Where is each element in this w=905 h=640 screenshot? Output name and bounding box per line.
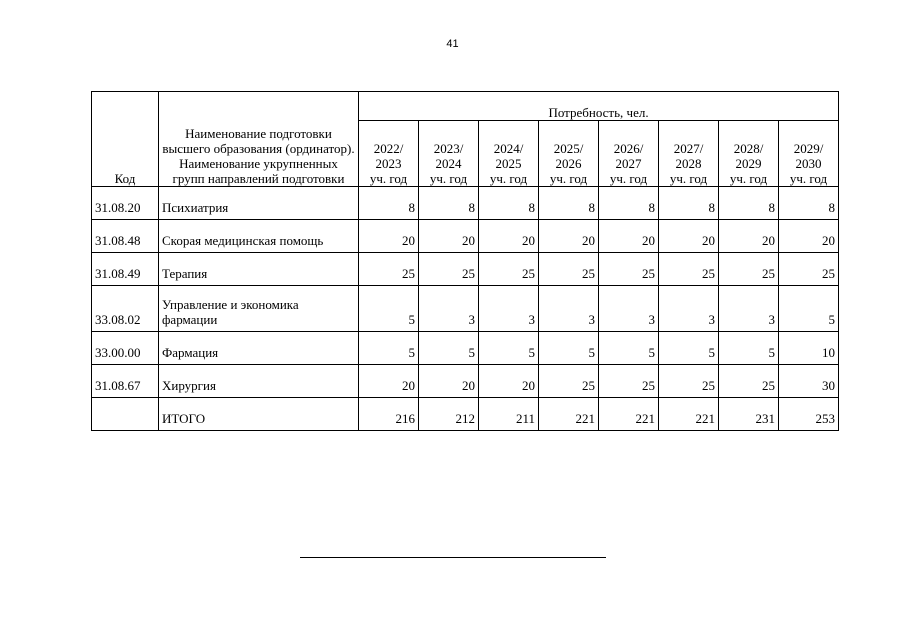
cell-value: 25 xyxy=(779,253,839,286)
cell-value: 8 xyxy=(599,187,659,220)
cell-value: 3 xyxy=(479,286,539,332)
cell-value: 231 xyxy=(719,398,779,431)
header-code: Код xyxy=(92,92,159,187)
header-name: Наименование подготовки высшего образования (ординатор). Наименование укрупненных групп направлений подготовки xyxy=(159,92,359,187)
cell-value: 25 xyxy=(719,365,779,398)
cell-value: 5 xyxy=(419,332,479,365)
cell-value: 5 xyxy=(539,332,599,365)
header-year xyxy=(719,121,779,187)
cell-value: 20 xyxy=(539,220,599,253)
header-row-top xyxy=(92,92,839,121)
header-year-line1: 2024/ xyxy=(493,141,524,156)
cell-value: 3 xyxy=(599,286,659,332)
cell-value: 5 xyxy=(779,286,839,332)
header-year xyxy=(599,121,659,187)
cell-name: Скорая медицинская помощь xyxy=(159,220,359,253)
table-row xyxy=(92,286,839,332)
cell-value: 20 xyxy=(359,220,419,253)
header-year-line3: уч. год xyxy=(609,171,648,186)
header-year-line1: 2028/ xyxy=(733,141,764,156)
cell-value: 3 xyxy=(659,286,719,332)
table-row xyxy=(92,253,839,286)
cell-value: 20 xyxy=(359,365,419,398)
cell-name: Терапия xyxy=(159,253,359,286)
cell-value: 5 xyxy=(719,332,779,365)
cell-name: Фармация xyxy=(159,332,359,365)
cell-value: 3 xyxy=(539,286,599,332)
header-year-line2: 2025 xyxy=(495,156,522,171)
cell-value: 5 xyxy=(659,332,719,365)
header-year-line1: 2025/ xyxy=(553,141,584,156)
header-year-line2: 2028 xyxy=(675,156,702,171)
table-body xyxy=(92,187,839,431)
header-year-line1: 2029/ xyxy=(793,141,824,156)
cell-value: 10 xyxy=(779,332,839,365)
cell-value: 8 xyxy=(659,187,719,220)
header-year-line2: 2024 xyxy=(435,156,462,171)
header-year-line3: уч. год xyxy=(729,171,768,186)
cell-code: 33.00.00 xyxy=(92,332,159,365)
cell-name: Психиатрия xyxy=(159,187,359,220)
cell-code: 31.08.20 xyxy=(92,187,159,220)
header-year xyxy=(659,121,719,187)
header-year-line1: 2026/ xyxy=(613,141,644,156)
header-year-line2: 2026 xyxy=(555,156,582,171)
header-year-line3: уч. год xyxy=(489,171,528,186)
cell-value: 253 xyxy=(779,398,839,431)
table-row xyxy=(92,220,839,253)
cell-value: 25 xyxy=(599,253,659,286)
cell-value: 8 xyxy=(479,187,539,220)
header-year-line3: уч. год xyxy=(669,171,708,186)
cell-value: 221 xyxy=(659,398,719,431)
cell-value: 3 xyxy=(719,286,779,332)
cell-value: 216 xyxy=(359,398,419,431)
cell-name: ИТОГО xyxy=(159,398,359,431)
cell-value: 8 xyxy=(779,187,839,220)
page-number: 41 xyxy=(446,38,459,50)
table-row xyxy=(92,332,839,365)
header-year-line3: уч. год xyxy=(549,171,588,186)
cell-value: 30 xyxy=(779,365,839,398)
cell-value: 8 xyxy=(419,187,479,220)
header-year xyxy=(779,121,839,187)
header-year-line3: уч. год xyxy=(429,171,468,186)
cell-value: 212 xyxy=(419,398,479,431)
cell-code: 31.08.49 xyxy=(92,253,159,286)
header-year-line3: уч. год xyxy=(789,171,828,186)
cell-value: 20 xyxy=(719,220,779,253)
cell-value: 20 xyxy=(419,220,479,253)
cell-value: 3 xyxy=(419,286,479,332)
cell-value: 25 xyxy=(539,253,599,286)
cell-value: 20 xyxy=(479,365,539,398)
cell-value: 25 xyxy=(419,253,479,286)
cell-value: 5 xyxy=(599,332,659,365)
cell-value: 211 xyxy=(479,398,539,431)
header-year-line3: уч. год xyxy=(369,171,408,186)
header-year-line2: 2029 xyxy=(735,156,762,171)
cell-value: 25 xyxy=(479,253,539,286)
cell-value: 8 xyxy=(719,187,779,220)
header-year-line2: 2023 xyxy=(375,156,402,171)
cell-value: 20 xyxy=(419,365,479,398)
cell-value: 8 xyxy=(359,187,419,220)
footer-divider-line xyxy=(300,557,606,558)
cell-value: 5 xyxy=(479,332,539,365)
header-year xyxy=(419,121,479,187)
header-year-line1: 2023/ xyxy=(433,141,464,156)
cell-value: 25 xyxy=(659,365,719,398)
cell-value: 25 xyxy=(659,253,719,286)
cell-value: 25 xyxy=(599,365,659,398)
cell-value: 20 xyxy=(659,220,719,253)
header-year-line2: 2027 xyxy=(615,156,642,171)
needs-table xyxy=(91,91,839,431)
cell-value: 25 xyxy=(719,253,779,286)
cell-code: 33.08.02 xyxy=(92,286,159,332)
header-year xyxy=(479,121,539,187)
header-year xyxy=(359,121,419,187)
cell-code: 31.08.67 xyxy=(92,365,159,398)
cell-value: 5 xyxy=(359,332,419,365)
cell-code: 31.08.48 xyxy=(92,220,159,253)
cell-value: 221 xyxy=(599,398,659,431)
header-need: Потребность, чел. xyxy=(359,92,839,121)
cell-value: 25 xyxy=(359,253,419,286)
cell-value: 25 xyxy=(539,365,599,398)
header-year-line1: 2027/ xyxy=(673,141,704,156)
header-year-line1: 2022/ xyxy=(373,141,404,156)
cell-value: 20 xyxy=(599,220,659,253)
cell-value: 5 xyxy=(359,286,419,332)
cell-name: Управление и экономика фармации xyxy=(159,286,359,332)
header-year xyxy=(539,121,599,187)
table-row xyxy=(92,365,839,398)
cell-value: 221 xyxy=(539,398,599,431)
cell-code xyxy=(92,398,159,431)
table-row xyxy=(92,187,839,220)
header-year-line2: 2030 xyxy=(795,156,822,171)
cell-value: 20 xyxy=(479,220,539,253)
cell-value: 20 xyxy=(779,220,839,253)
total-row xyxy=(92,398,839,431)
cell-name: Хирургия xyxy=(159,365,359,398)
cell-value: 8 xyxy=(539,187,599,220)
